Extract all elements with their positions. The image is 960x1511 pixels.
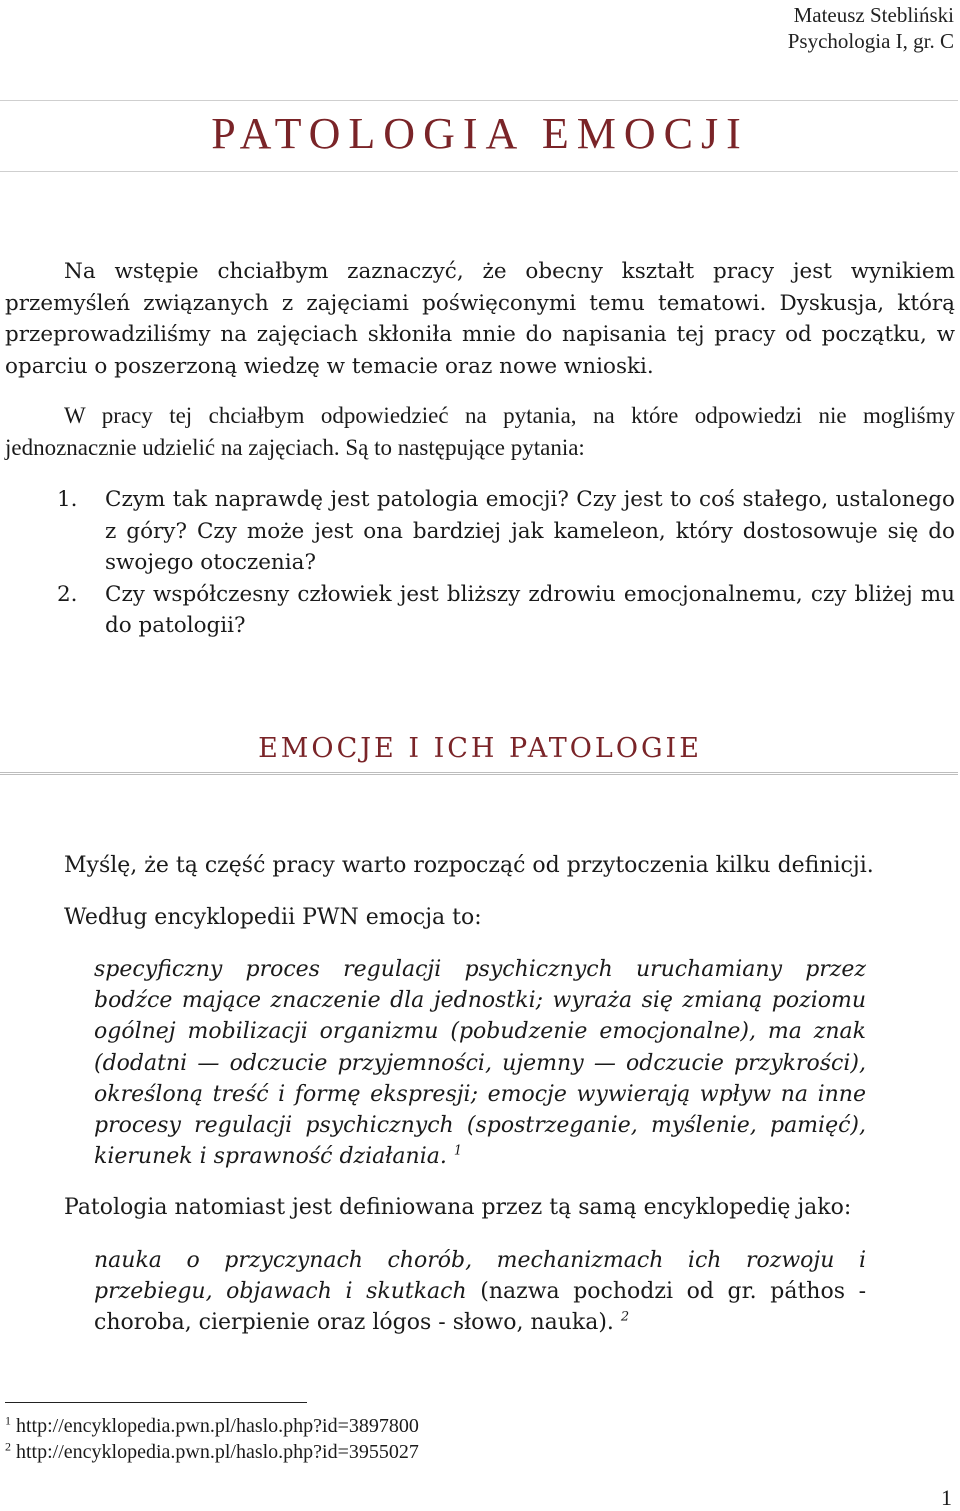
footnote-ref[interactable]: 2	[620, 1310, 630, 1326]
footnote-number: 2	[5, 1439, 11, 1454]
section-paragraph-3: Patologia natomiast jest definiowana przez tą samą encyklopedię jako:	[64, 1195, 852, 1220]
footnote-separator	[5, 1402, 307, 1403]
list-item-text: Czym tak naprawdę jest patologia emocji? Czy jest to coś stałego, ustalonego z góry? Czy może jest ona bardziej jak kameleon, który dostosowuje się do swojego otoczenia?	[105, 487, 955, 575]
quote-text: specyficzny proces regulacji psychicznych uruchamiany przez bodźce mające znaczenie dla jednostki; wyraża się zmianą poziomu ogólnej mobilizacji organizmu (pobudzenie emocjonalne), ma znak (dodatni — odczucie przyjemności, ujemny — odczucie przykrości), określoną treść i formę ekspresji; emocje wywierają wpływ na inne procesy regulacji psychicznych (spostrzeganie, myślenie, pamięć), kierunek i sprawność działania.	[94, 957, 866, 1170]
list-item-number: 2.	[57, 581, 78, 607]
quote-plain-text: (nazwa pochodzi od gr. páthos - choroba, cierpienie oraz lógos - słowo, nauka).	[94, 1279, 866, 1336]
author-name: Mateusz Stebliński	[793, 3, 954, 27]
quote-italic-text: nauka o przyczynach chorób, mechanizmach ich rozwoju i przebiegu, objawach i skutkach	[94, 1248, 866, 1305]
section-paragraph-1: Myślę, że tą część pracy warto rozpocząć od przytoczenia kilku definicji.	[64, 853, 874, 878]
question-list	[57, 484, 955, 642]
list-item	[57, 579, 955, 642]
footnote-2	[5, 1439, 419, 1465]
footnote-link[interactable]: http://encyklopedia.pwn.pl/haslo.php?id=3955027	[16, 1441, 419, 1463]
intro-paragraph-2: W pracy tej chciałbym odpowiedzieć na pytania, na które odpowiedzi nie mogliśmy jednoznacznie udzielić na zajęciach. Są to następujące pytania:	[5, 403, 955, 460]
section-heading: EMOCJE I ICH PATOLOGIE	[258, 733, 702, 764]
definition-quote-emotion	[94, 954, 866, 1172]
section-paragraph-2: Według encyklopedii PWN emocja to:	[64, 905, 482, 930]
title-bottom-rule	[0, 171, 958, 172]
footnote-link[interactable]: http://encyklopedia.pwn.pl/haslo.php?id=3897800	[16, 1415, 419, 1437]
list-item-text: Czy współczesny człowiek jest bliższy zdrowiu emocjonalnemu, czy bliżej mu do patologii?	[105, 581, 955, 638]
footnote-ref[interactable]: 1	[453, 1143, 463, 1159]
intro-paragraph-1: Na wstępie chciałbym zaznaczyć, że obecny kształt pracy jest wynikiem przemyśleń związanych z zajęciami poświęconymi temu tematowi. Dyskusja, którą przeprowadziliśmy na zajęciach skłoniła mnie do napisania tej pracy od początku, w oparciu o poszerzoną wiedzę w temacie oraz nowe wnioski.	[5, 259, 955, 379]
list-item-number: 1.	[57, 487, 78, 512]
document-title: PATOLOGIA EMOCJI	[211, 109, 749, 158]
title-top-rule	[0, 100, 958, 101]
footnote-1	[5, 1413, 419, 1439]
footnote-number: 1	[5, 1413, 11, 1428]
section-heading-rule	[0, 771, 958, 775]
list-item	[57, 484, 955, 579]
page-number: 1	[941, 1485, 952, 1510]
course-name: Psychologia I, gr. C	[787, 29, 954, 53]
page-header	[788, 2, 954, 54]
definition-quote-pathology	[94, 1245, 866, 1339]
